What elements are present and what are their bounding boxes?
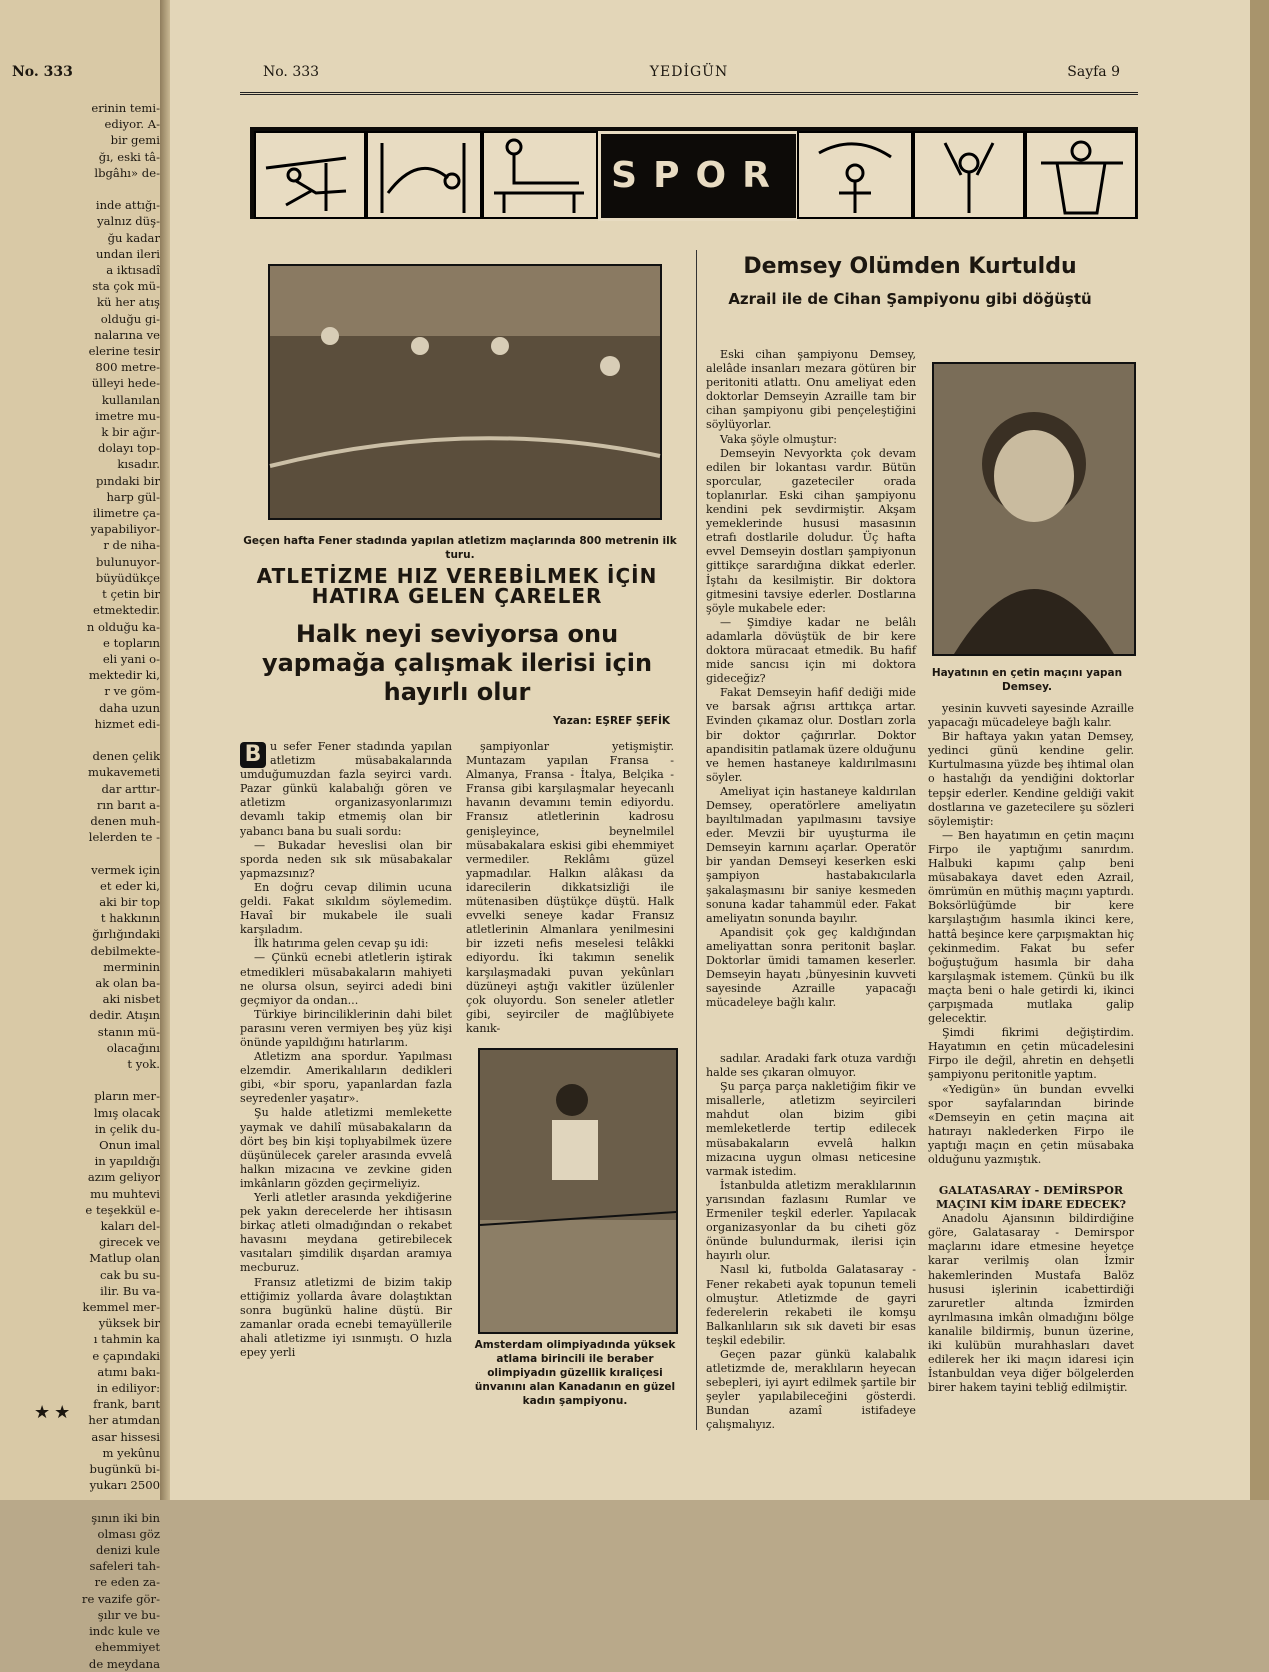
left-page-line: kü her atış — [97, 295, 160, 310]
left-page-line: dolayı top- — [98, 441, 160, 456]
left-page-line: büyüdükçe — [95, 570, 160, 585]
left-page-line: olduğu gi- — [100, 311, 160, 326]
left-page-line — [10, 1493, 160, 1509]
left-page-line: aki nisbet — [102, 992, 160, 1007]
left-page-line: bir gemi — [110, 133, 160, 148]
news-body: Anadolu Ajansının bildirdiğine göre, Galatasaray - Demirspor maçlarını idare etmesine heyetçe karar verilmiş olan İzmir hakemlerinden Mustafa Balöz hususi işlerinin icabettirdiği zaruretler altında İzmirden ayrılmasına imkân olmadığını bölge kanalile bildirmiş, bunun üzerine, iki kulübün murahhasları davet edilerek her iki maçın idaresi için İstanbuldan veya diğer bölgelerden birer hakem tayini tebliğ edilmiştir. — [928, 1212, 1134, 1395]
left-page-line: imetre mu- — [95, 408, 160, 423]
left-page-line: k bir ağır- — [101, 425, 160, 440]
drop-cap: B — [240, 742, 266, 768]
left-page-line: asar hissesi — [91, 1429, 160, 1444]
left-page-line: 800 metre- — [95, 360, 160, 375]
left-page-line: merminin — [103, 959, 160, 974]
left-page-line: t çetin bir — [102, 587, 160, 602]
left-page-line: aki bir top — [99, 894, 160, 909]
left-page-line: yüksek bir — [98, 1316, 160, 1331]
demsey-column-1 — [706, 348, 916, 1010]
left-page-line: m yekûnu — [102, 1445, 160, 1460]
left-page-line — [10, 845, 160, 861]
left-page-line: t hakkının — [100, 911, 160, 926]
left-page-number: No. 333 — [12, 64, 73, 80]
left-page-line: lmış olacak — [93, 1105, 160, 1120]
left-page-line: olacağını — [106, 1040, 160, 1055]
paragraph: Geçen pazar günkü kalabalık atletizmde de, meraklıların heyecan sebepleri, iyi ayırt edilmek şartile bir şeyler yapılabileceğini gösterdi. Bundan azamî istifadeye çalışmalıyız. — [706, 1347, 916, 1432]
magazine-page — [170, 0, 1250, 1500]
strongman-illustration — [1025, 131, 1137, 219]
left-page-column — [10, 100, 160, 1672]
article-column-1 — [240, 740, 452, 1360]
paragraph: şampiyonlar yetişmiştir. Muntazam yapılan Fransa - Almanya, Fransa - İtalya, Belçika - Fransa gibi karşılaşmalar heyecanlı havanın devamını temin ediyordu. Fransız atletlerinin kadrosu genişleyince, beynelmilel müsabakalara eskisi gibi ehemmiyet vermediler. Reklâmı güzel yapmadılar. Halkın alâkası da idarecilerin dikkatsizliği ile mütenasiben düştükçe düştü. Halk evvelki seneye kadar Fransız atletlerinin Almanlara yenilmesini bir izzeti nefis meselesi telâkki ediyordu. İki takımın senelik karşılaşmadaki puvan yekûnları düzüneyi aştığı vakitler üzülenler çok oluyordu. Son seneler atletler gibi, seyirciler de mağlûbiyete kanık- — [466, 740, 674, 1035]
left-page — [0, 0, 160, 1671]
paragraph: İstanbulda atletizm meraklılarının yarısından fazlasını Rumlar ve Ermeniler teşkil ederler. Yapılacak organizasyonlar da bu ciheti göz önünde bulundurmak, ilerisi için hayırlı olur. — [706, 1178, 916, 1263]
left-page-line: şının iki bin — [91, 1510, 160, 1525]
left-page-line: bulunuyor- — [96, 554, 160, 569]
issue-number: No. 333 — [263, 64, 320, 80]
paragraph: En doğru cevap dilimin ucuna geldi. Fakat sıkıldım söylemedim. Havaî bir mukabele ile suali karşıladım. — [240, 880, 452, 937]
left-page-line: ğı, eski tâ- — [98, 149, 160, 164]
paragraph: sadılar. Aradaki fark otuza vardığı halde ses çıkaran olmuyor. — [706, 1052, 916, 1080]
left-page-line: kullanılan — [101, 392, 160, 407]
left-page-line — [10, 732, 160, 748]
left-page-line: t yok. — [127, 1056, 160, 1071]
left-page-line: denen çelik — [92, 749, 160, 764]
left-page-line: lelerden te - — [88, 830, 160, 845]
left-page-line: yukarı 2500 — [89, 1478, 160, 1493]
high-jumper-illustration — [366, 131, 482, 219]
paragraph: yesinin kuvveti sayesinde Azraille yapacağı mücadeleye bağlı kalır. — [928, 702, 1134, 730]
left-page-line: ı tahmin ka — [93, 1332, 160, 1347]
left-page-line: debilmekte- — [90, 943, 160, 958]
left-page-line — [10, 181, 160, 197]
runners-photo-caption: Geçen hafta Fener stadında yapılan atletizm maçlarında 800 metrenin ilk turu. — [243, 535, 677, 561]
left-page-line: et eder ki, — [100, 878, 160, 893]
paragraph: Bir haftaya yakın yatan Demsey, yedinci günü kendine gelir. Kurtulmasına yüzde beş ihtimal olan o hastalığı da yendiğini doktorlar tepşir ederler. Kendine geldiği vakit dostlarına ve gazetecilere şu sözleri söylemiştir: — [928, 730, 1134, 828]
left-page-line: kemmel mer- — [82, 1300, 160, 1315]
club-swinger-illustration — [913, 131, 1025, 219]
left-page-line: eli yani o- — [102, 651, 160, 666]
left-page-line: ak olan ba- — [95, 975, 160, 990]
high-jumper-photo-caption: Amsterdam olimpiyadında yüksek atlama birincili ile beraber olimpiyadın güzellik kıraliçesi ünvanını alan Kanadanın en güzel kadın şampiyonu. — [474, 1339, 676, 1407]
left-page-line: ğırlığındaki — [92, 927, 160, 942]
paragraph: Demseyin Nevyorkta çok devam edilen bir lokantası vardır. Bütün sporcular, gazeteciler orada toplanırlar. Eski cihan şampiyonu kendini pek sevdirmiştir. Akşam yemeklerinde hususi masasının etrafı dostlarile doludur. Üç hafta evvel Demseyin dostları şampiyonun gittikçe sarardığına dikkat ederler. İştahı da kesilmiştir. Bir doktora gitmesini tavsiye ederler. Dostlarına şöyle mukabele eder: — [706, 446, 916, 615]
paragraph: — Şimdiye kadar ne belâlı adamlarla dövüştük de bir kere doktora müracaat etmedik. Bu hafif mide sancısı için mi doktora gideceğiz? — [706, 615, 916, 686]
left-page-line: atımı bakı- — [97, 1364, 160, 1379]
left-page-line: etmektedir. — [92, 603, 160, 618]
left-page-line: ilimetre ça- — [92, 506, 160, 521]
left-page-line: ülleyi hede- — [91, 376, 160, 391]
paragraph: Şu parça parça nakletiğim fikir ve misallerle, atletizm seyircileri mahdut olan bizim gibi memleketlerde tertip edilecek müsabakaların evvelâ halkın mizacına uygun olması neticesine varmak istedim. — [706, 1080, 916, 1178]
sports-banner — [250, 127, 1138, 219]
page-gutter — [160, 0, 170, 1500]
demsey-subheadline: Azrail ile de Cihan Şampiyonu gibi döğüştü — [728, 290, 1092, 308]
left-page-line: indc kule ve — [89, 1624, 160, 1639]
running-header — [240, 62, 1138, 95]
acrobats-illustration — [797, 131, 913, 219]
paragraph: Ameliyat için hastaneye kaldırılan Demsey, operatörlere ameliyatın bayıltılmadan yapılmasını tavsiye eder. Mevzii bir uyuşturma ile Demseyin karnını açarlar. Operatör bir yandan Demseyi keserken eski şampiyon hastabakıcılarla şakalaşmasını bir saniye kesmeden sonuna kadar tahammül eder. Fakat ameliyatın sonunda bayılır. — [706, 784, 916, 925]
paragraph: Apandisit çok geç kaldığından ameliyattan sonra peritonit başlar. Doktorlar ümidi tamamen keserler. Demseyin hayatı ,bünyesinin kuvveti sayesinde Azraille yapacağı mücadeleye bağlı kalır. — [706, 925, 916, 1010]
left-page-line: ğu kadar — [107, 230, 160, 245]
left-page-line: hizmet edi- — [94, 716, 160, 731]
left-page-line: re eden za- — [94, 1575, 160, 1590]
spor-title: SPOR — [598, 131, 799, 221]
article-headline: ATLETİZME HIZ VEREBİLMEK İÇİN HATIRA GELEN ÇARELER — [256, 564, 658, 608]
left-page-line: e topların — [103, 635, 160, 650]
left-page-line: a iktısadî — [106, 263, 160, 278]
demsey-photo-caption: Hayatının en çetin maçını yapan Demsey. — [931, 667, 1123, 693]
left-page-line: rın barıt a- — [96, 797, 160, 812]
paragraph: Şu halde atletizmi memlekette yaymak ve dahilî müsabakaların da dört beş bin kişi toplıyabilmek üzere düşünülecek çareler arasında evvelâ halkın mizacına ve zevkine giden imkânların gözden geçirmeliyiz. — [240, 1106, 452, 1190]
left-page-line: şılır ve bu- — [97, 1607, 160, 1622]
left-page-line: yapabiliyor- — [90, 522, 160, 537]
left-page-line: denizi kule — [95, 1543, 160, 1558]
article-column-2 — [466, 740, 674, 1036]
paragraph: — Çünkü ecnebi atletlerin iştirak etmedikleri müsabakaların mahiyeti ne olursa olsun, seyirci adedi bini geçmiyor da ondan... — [240, 951, 452, 1007]
page-edge — [1250, 0, 1269, 1500]
left-page-line: azım geliyor — [87, 1170, 160, 1185]
left-page-line: frank, barıt — [93, 1397, 160, 1412]
left-page-line: vermek için — [91, 862, 160, 877]
article-byline: Yazan: EŞREF ŞEFİK — [552, 715, 670, 727]
left-page-line: ilir. Bu va- — [100, 1283, 160, 1298]
left-page-line: e teşekkül e- — [85, 1202, 160, 1217]
paragraph: Fakat Demseyin hafif dediği mide ve barsak ağrısı arttıkça artar. Evinden çıkamaz olur. Dostları zorla bir doktor çağırırlar. Doktor apandisitin patlamak üzere olduğunu ve hemen hastaneye kaldırılmasını söyler. — [706, 686, 916, 784]
news-item — [928, 1184, 1134, 1395]
paragraph: u sefer Fener stadında yapılan atletizm müsabakalarında umduğumuzdan fazla seyirci vardı. Pazar günkü kalabalığı gören ve atletizm organizasyonlarımızı devamlı takip etmemiş olan bir yabancı bana bu suali sordu: — [240, 740, 452, 838]
left-page-line: kaları del- — [100, 1219, 160, 1234]
left-page-line: olması göz — [97, 1526, 160, 1541]
left-page-line: cak bu su- — [99, 1267, 160, 1282]
left-page-line: daha uzun — [99, 700, 160, 715]
paragraph: Şimdi fikrimi değiştirdim. Hayatımın en çetin mücadelesini Firpo ile değil, ahretin en dehşetli şampiyonu peritonitle yaptım. — [928, 1026, 1134, 1082]
left-page-line: re vazife gör- — [81, 1591, 160, 1606]
paragraph: Atletizm ana spordur. Yapılması elzemdir. Amerikalıların dedikleri gibi, «bir sporu, yapanlardan fazla seyredenler yaşatır». — [240, 1050, 452, 1106]
left-page-line: Matlup olan — [89, 1251, 160, 1266]
article-subheadline: Halk neyi seviyorsa onu yapmağa çalışmak ilerisi için hayırlı olur — [261, 620, 653, 706]
left-page-line: bugünkü bi- — [89, 1462, 160, 1477]
gymnast-illustration — [482, 131, 598, 219]
left-page-line: Onun imal — [99, 1138, 160, 1152]
atletizm-continued-column — [706, 1052, 916, 1433]
left-page-line: kısadır. — [117, 457, 160, 472]
left-page-line: mu muhtevi — [90, 1186, 160, 1201]
left-page-line: her atımdan — [88, 1413, 160, 1428]
left-page-line: sta çok mü- — [92, 279, 160, 294]
paragraph: Nasıl ki, futbolda Galatasaray - Fener rekabeti ayak topunun temeli olmuştur. Atletizmde de gayri federelerin rekabeti ile komşu Balkanlıların sık sık daveti bir esas teşkil edebilir. — [706, 1263, 916, 1347]
left-page-line: n olduğu ka- — [86, 619, 160, 634]
left-page-line: harp gül- — [106, 489, 160, 504]
left-page-line: safeleri tah- — [89, 1559, 160, 1574]
left-page-line: mukavemeti — [87, 765, 160, 780]
left-page-line: in yapıldığı — [94, 1154, 160, 1169]
left-page-line: stanın mü- — [97, 1024, 160, 1039]
left-page-line: ehemmiyet — [95, 1640, 160, 1655]
left-page-line: lbgâhı» de- — [94, 165, 160, 180]
left-page-line: erinin temi- — [91, 101, 160, 115]
left-page-line: denen muh- — [90, 813, 160, 828]
paragraph: Fransız atletizmi de bizim takip ettiğimiz yollarda âvare dolaştıktan sonra bugünkü haline düştü. Bir zamanlar orada ecnebi temayüllerile ahali atletizme iyi ısınmıştı. O hızla epey yerli — [240, 1275, 452, 1360]
left-page-line: de meydana — [88, 1656, 160, 1671]
magazine-title: YEDİGÜN — [649, 64, 729, 80]
left-page-line: pındaki bir — [95, 473, 160, 488]
paragraph: Türkiye birinciliklerinin dahi bilet parasını veren vermiyen beş yüz kişi önünde yapıldığını hatırlarım. — [240, 1007, 452, 1049]
paragraph: Eski cihan şampiyonu Demsey, alelâde insanları mezara götüren bir peritoniti atlattı. Onu ameliyat eden doktorlar Demseyin Azraille tam bir cihan şampiyonu gibi pençeleştiğini söylüyorlar. — [706, 348, 916, 432]
left-page-line: inde attığı- — [95, 198, 160, 213]
left-page-line: r ve göm- — [104, 684, 160, 699]
page-number: Sayfa 9 — [1067, 64, 1120, 80]
paragraph: Yerli atletler arasında yekdiğerine pek yakın derecelerde her ihtisasın birkaç atleti olmadığından o rekabet havasını meydana getirebilecek vasıtaları şimdilik dışardan aramıya mecburuz. — [240, 1191, 452, 1275]
paragraph: Vaka şöyle olmuştur: — [720, 432, 837, 446]
demsey-column-2 — [928, 702, 1134, 1167]
left-page-line: yalnız düş- — [97, 214, 160, 229]
runners-photo — [268, 264, 662, 520]
left-page-line: mektedir ki, — [88, 668, 160, 683]
demsey-headline: Demsey Olümden Kurtuldu — [743, 254, 1077, 279]
left-page-line: ediyor. A- — [104, 117, 160, 132]
stars-ornament: ★★ — [34, 1402, 75, 1423]
left-page-line: in ediliyor: — [96, 1381, 160, 1396]
left-page-line: in çelik du- — [94, 1121, 160, 1136]
left-page-line: dar arttır- — [101, 781, 160, 796]
left-page-line: girecek ve — [98, 1235, 160, 1250]
paragraph: «Yedigün» ün bundan evvelki spor sayfalarından birinde «Demseyin en çetin maçına ait hatırayı naklederken Firpo ile yaptığı maçın en çetin müsabaka olduğunu yazmıştık. — [928, 1082, 1134, 1166]
left-page-line: elerine tesir — [88, 344, 160, 359]
news-title: GALATASARAY - DEMİRSPOR MAÇINI KİM İDARE EDECEK? — [936, 1184, 1126, 1212]
hurdler-illustration — [254, 131, 366, 219]
high-jumper-photo — [478, 1048, 678, 1334]
left-page-line: nalarına ve — [94, 327, 160, 342]
left-page-line: e çapındaki — [92, 1348, 160, 1363]
paragraph: — Bukadar heveslisi olan bir sporda neden sık sık müsabakalar yapmazsınız? — [240, 838, 452, 880]
demsey-portrait-photo — [932, 362, 1136, 656]
paragraph: İlk hatırıma gelen cevap şu idi: — [254, 937, 429, 951]
left-page-line: undan ileri — [96, 246, 160, 261]
left-page-line: pların mer- — [94, 1089, 160, 1104]
column-rule — [696, 250, 697, 1430]
paragraph: — Ben hayatımın en çetin maçını Firpo ile yaptığımı sanırdım. Halbuki kapımı çalıp beni müsabakaya davet eden Azrail, ömrümün en müthiş maçını yaptırdı. Boksörlüğümde bir kere karşılaştığım hasımla ikinci kere, hattâ beşince kere çarpışmaktan hiç çekinmedim. Fakat bu sefer boğuştuğum hasımla bir daha karşılaşmak istemem. Çünkü bu ilk maçta beni o hale getirdi ki, ikinci çarpışmada mutlaka galip gelecektir. — [928, 828, 1134, 1026]
left-page-line — [10, 1072, 160, 1088]
left-page-line: r de niha- — [103, 538, 160, 553]
left-page-line: dedir. Atışın — [89, 1008, 160, 1023]
